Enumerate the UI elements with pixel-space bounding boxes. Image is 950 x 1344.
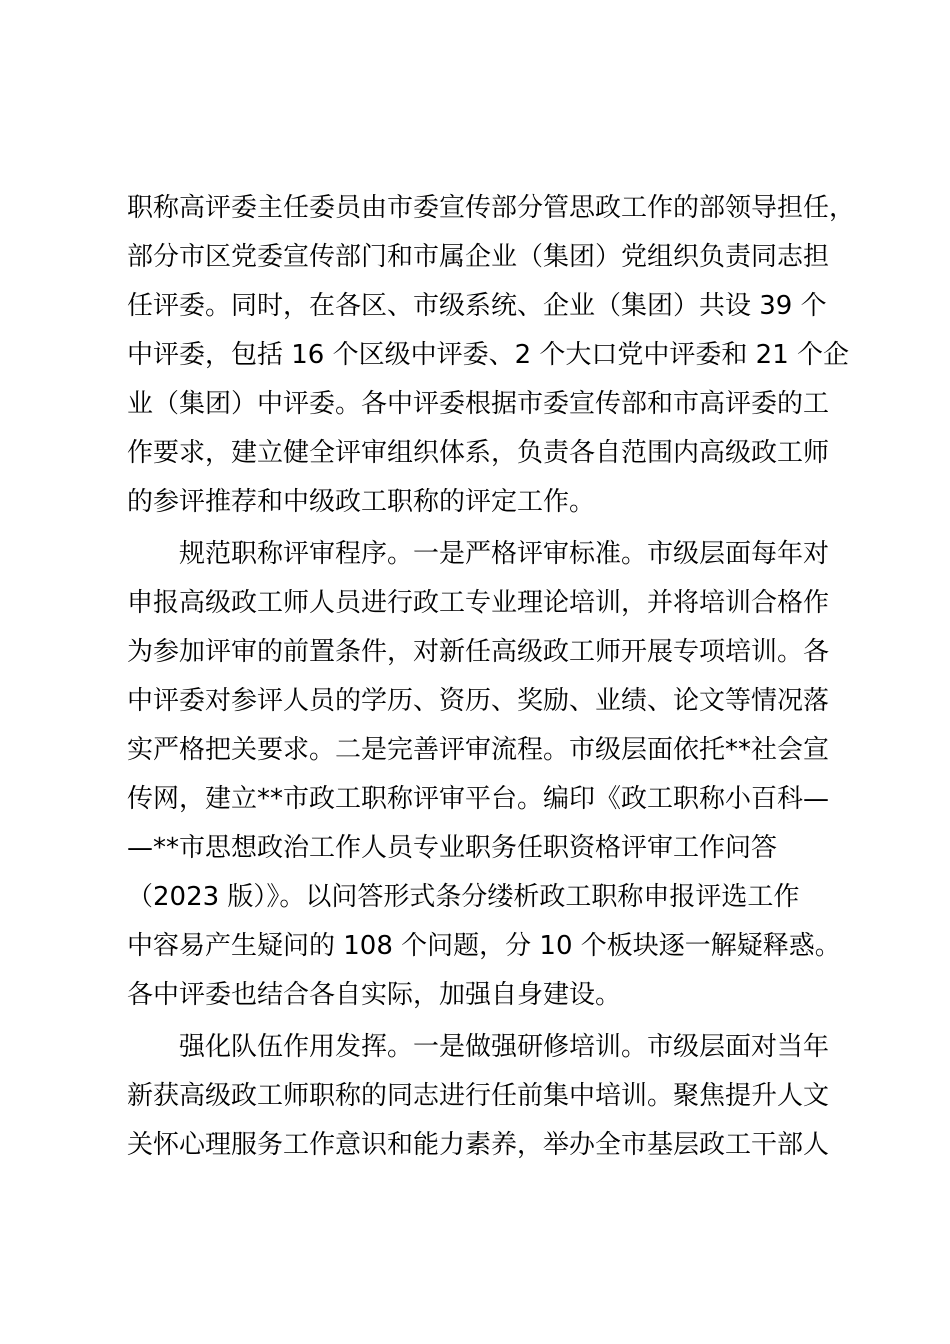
text-line: 任评委。同时，在各区、市级系统、企业（集团）共设 39 个 [127, 291, 827, 321]
text-line: （2023 版）》。以问答形式条分缕析政工职称申报评选工作 [127, 882, 800, 912]
text-line: 实严格把关要求。二是完善评审流程。市级层面依托**社会宣 [127, 735, 830, 765]
text-line: 职称高评委主任委员由市委宣传部分管思政工作的部领导担任， [127, 193, 856, 223]
paragraph-heading-line: 规范职称评审程序。一是严格评审标准。市级层面每年对 [179, 539, 830, 569]
text-line: 作要求，建立健全评审组织体系，负责各自范围内高级政工师 [127, 438, 830, 468]
text-line: 中评委对参评人员的学历、资历、奖励、业绩、论文等情况落 [127, 686, 830, 716]
text-line: 的参评推荐和中级政工职称的评定工作。 [127, 487, 596, 517]
paragraph-heading-line: 强化队伍作用发挥。一是做强研修培训。市级层面对当年 [179, 1032, 830, 1062]
text-line: 中评委，包括 16 个区级中评委、2 个大口党中评委和 21 个企 [127, 340, 850, 370]
text-line: 各中评委也结合各自实际，加强自身建设。 [127, 980, 622, 1010]
text-line: 传网，建立**市政工职称评审平台。编印《政工职称小百科— [127, 784, 830, 814]
text-line: 部分市区党委宣传部门和市属企业（集团）党组织负责同志担 [127, 242, 830, 272]
text-line: 新获高级政工师职称的同志进行任前集中培训。聚焦提升人文 [127, 1081, 830, 1111]
text-line: 业（集团）中评委。各中评委根据市委宣传部和市高评委的工 [127, 389, 830, 419]
text-line: 申报高级政工师人员进行政工专业理论培训，并将培训合格作 [127, 588, 830, 618]
text-line: —**市思想政治工作人员专业职务任职资格评审工作问答 [127, 833, 778, 863]
text-line: 中容易产生疑问的 108 个问题，分 10 个板块逐一解疑释惑。 [127, 931, 841, 961]
text-line: 为参加评审的前置条件，对新任高级政工师开展专项培训。各 [127, 637, 830, 667]
text-line: 关怀心理服务工作意识和能力素养，举办全市基层政工干部人 [127, 1130, 830, 1160]
